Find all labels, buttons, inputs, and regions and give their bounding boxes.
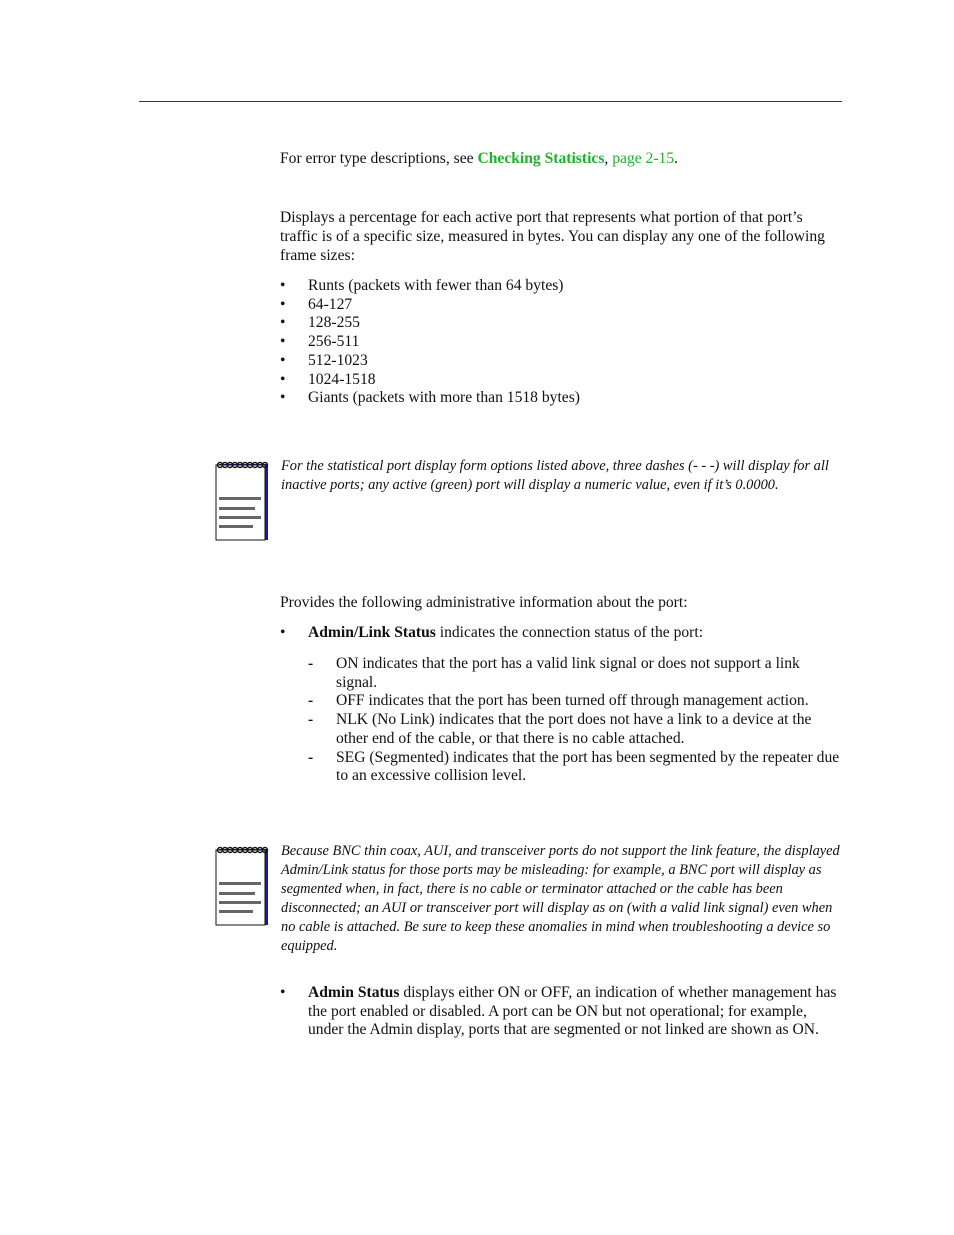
admin-link-status-list — [280, 624, 842, 643]
notepad-icon — [215, 844, 271, 926]
dash-icon: - — [308, 655, 314, 672]
list-item-text: NLK (No Link) indicates that the port does not have a link to a device at the other end of the cable, or that there is no cable attached. — [336, 711, 812, 747]
list-item — [308, 692, 842, 711]
list-item — [280, 296, 842, 315]
bullet-icon: • — [280, 624, 286, 641]
list-item — [280, 333, 842, 352]
list-item — [280, 277, 842, 296]
list-item — [308, 655, 842, 692]
admin-info-text: Provides the following administrative information about the port: — [280, 594, 688, 611]
list-item-text: Giants (packets with more than 1518 bytes) — [308, 389, 580, 407]
checking-statistics-link[interactable]: Checking Statistics — [477, 150, 605, 167]
admin-link-status-label: Admin/Link Status — [308, 624, 436, 641]
frame-size-paragraph — [280, 208, 842, 265]
list-item — [280, 624, 842, 643]
list-item-text: 1024-1518 — [308, 370, 376, 388]
bullet-icon: • — [280, 295, 286, 313]
list-item-text: Runts (packets with fewer than 64 bytes) — [308, 277, 564, 294]
list-item-text: SEG (Segmented) indicates that the port has been segmented by the repeater due to an excessive collision level. — [336, 748, 840, 785]
list-item-text: 128-255 — [308, 314, 360, 332]
error-type-reference — [280, 149, 842, 168]
page-reference-link[interactable]: page 2-15 — [612, 150, 675, 167]
notepad-icon — [215, 459, 271, 541]
admin-status-label: Admin Status — [308, 984, 400, 1001]
frame-size-text: Displays a percentage for each active port that represents what portion of that port’s traffic is of a specific size, measured in bytes. You can display any one of the following frame sizes: — [280, 209, 825, 264]
list-item — [280, 984, 842, 1040]
dash-icon: - — [308, 711, 314, 729]
header-rule — [139, 101, 842, 102]
admin-status-text: displays either ON or OFF, an indication of whether management has the port enabled or disabled. A port can be ON but not operational; for example, under the Admin display, ports that are segmented or not linked are shown as ON. — [308, 984, 837, 1039]
intro-comma: , — [604, 150, 613, 167]
list-item — [280, 352, 842, 371]
admin-status-list — [280, 984, 842, 1040]
list-item — [280, 314, 842, 333]
inactive-ports-note — [281, 457, 841, 495]
note-text: For the statistical port display form options listed above, three dashes (- - -) will display for all inactive ports; any active (green) port will display a numeric value, even if it’s 0.0000. — [281, 458, 829, 493]
dash-icon: - — [308, 748, 314, 766]
list-item — [308, 749, 842, 786]
bullet-icon: • — [280, 333, 286, 351]
frame-size-list — [280, 277, 842, 408]
list-item-text: 64-127 — [308, 295, 353, 313]
bullet-icon: • — [280, 389, 286, 407]
bullet-icon: • — [280, 984, 286, 1001]
admin-info-paragraph — [280, 593, 842, 612]
list-item-text: ON indicates that the port has a valid link signal or does not support a link signal. — [336, 655, 800, 691]
bullet-icon: • — [280, 277, 286, 294]
intro-text: For error type descriptions, see — [280, 150, 478, 167]
list-item-text: 512-1023 — [308, 351, 368, 369]
intro-period: . — [674, 150, 679, 167]
dash-icon: - — [308, 692, 314, 710]
list-item — [308, 711, 842, 748]
list-item-text: 256-511 — [308, 333, 360, 351]
admin-link-status-text: indicates the connection status of the port: — [435, 624, 704, 641]
bullet-icon: • — [280, 370, 286, 388]
list-item — [280, 389, 842, 408]
link-status-values-list — [308, 655, 842, 786]
list-item-text: OFF indicates that the port has been turned off through management action. — [336, 692, 809, 710]
list-item — [280, 371, 842, 390]
bullet-icon: • — [280, 314, 286, 332]
bnc-aui-note — [281, 842, 841, 956]
bullet-icon: • — [280, 351, 286, 369]
note-text: Because BNC thin coax, AUI, and transceiver ports do not support the link feature, the displayed Admin/Link status for those ports may be misleading: for example, a BNC port will display as segmented when, in fact, there is no cable or terminator attached or the cable has been disconnected; an AUI or transceiver port will display as on (with a valid link signal) even when no cable is attached. Be sure to keep these anomalies in mind when troubleshooting a device so equipped. — [281, 843, 840, 954]
